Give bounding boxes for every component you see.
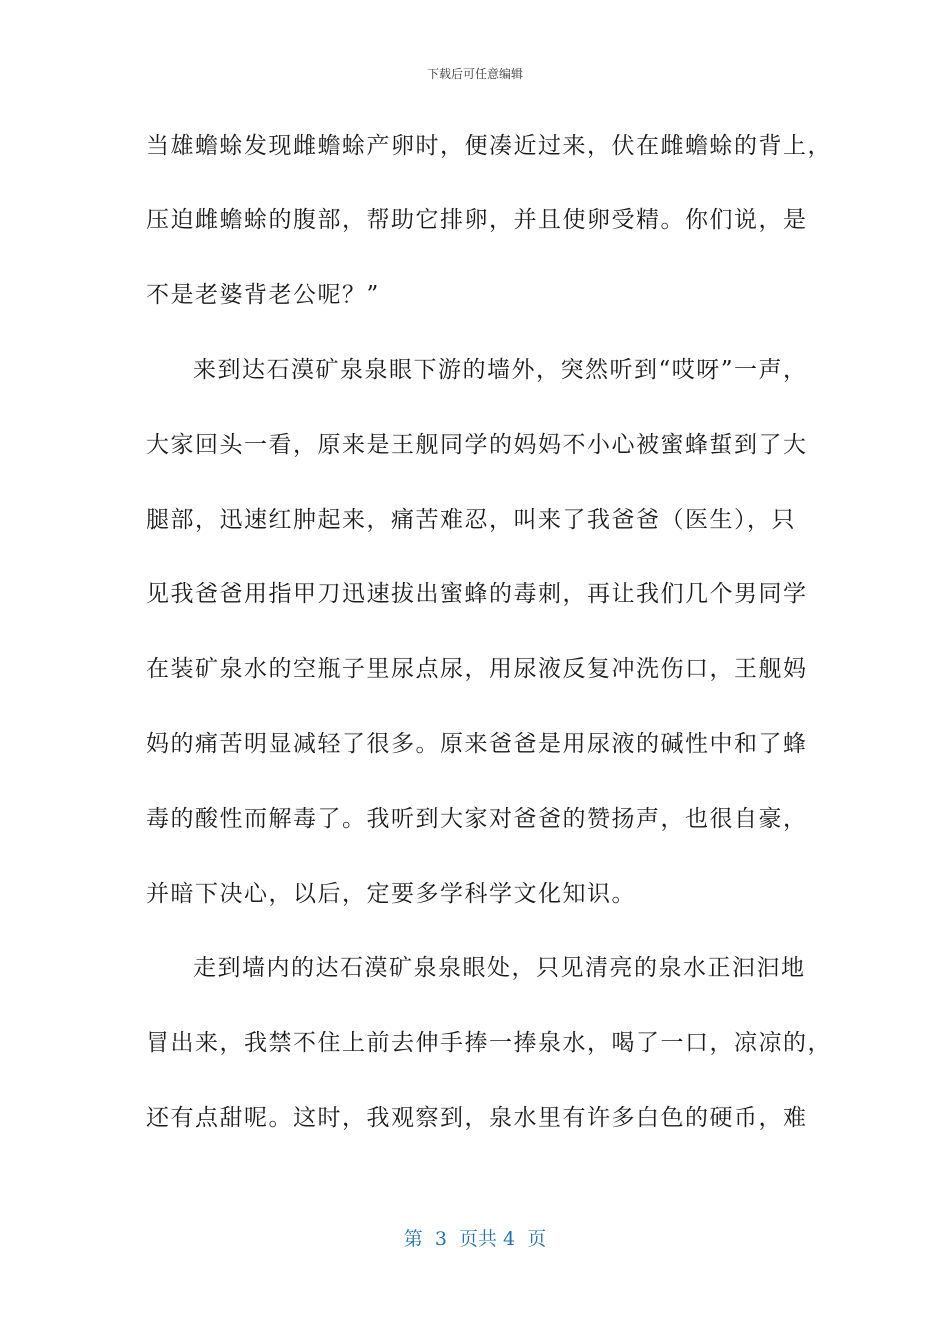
text-line: 并暗下决心，以后，定要多学科学文化知识。 xyxy=(146,881,636,907)
paragraph-start-line: 走到墙内的达石漠矿泉泉眼处，只见清亮的泉水正汩汩地 xyxy=(193,955,806,981)
text-line: 还有点甜呢。这时，我观察到，泉水里有许多白色的硬币，难 xyxy=(146,1105,808,1131)
text-line: 妈的痛苦明显减轻了很多。原来爸爸是用尿液的碱性中和了蜂 xyxy=(146,731,808,757)
text-line: 毒的酸性而解毒了。我听到大家对爸爸的赞扬声，也很自豪， xyxy=(146,806,808,832)
text-line: 不是老婆背老公呢？” xyxy=(146,282,380,308)
text-line: 腿部，迅速红肿起来，痛苦难忍，叫来了我爸爸（医生），只 xyxy=(146,507,796,533)
page-header: 下载后可任意编辑 xyxy=(426,67,523,81)
text-line: 在装矿泉水的空瓶子里尿点尿，用尿液反复冲洗伤口，王舰妈 xyxy=(146,656,808,682)
page-number-footer: 第 3 页共 4 页 xyxy=(403,1228,547,1250)
paragraph-start-line: 来到达石漠矿泉泉眼下游的墙外，突然听到“哎呀”一声， xyxy=(193,357,808,383)
text-line: 大家回头一看，原来是王舰同学的妈妈不小心被蜜蜂蜇到了大 xyxy=(146,432,808,458)
text-line: 冒出来，我禁不住上前去伸手捧一捧泉水，喝了一口，凉凉的， xyxy=(146,1030,832,1056)
text-line: 见我爸爸用指甲刀迅速拔出蜜蜂的毒刺，再让我们几个男同学 xyxy=(146,581,808,607)
text-line: 压迫雌蟾蜍的腹部，帮助它排卵，并且使卵受精。你们说，是 xyxy=(146,207,808,233)
text-line: 当雄蟾蜍发现雌蟾蜍产卵时，便凑近过来，伏在雌蟾蜍的背上， xyxy=(146,133,832,159)
